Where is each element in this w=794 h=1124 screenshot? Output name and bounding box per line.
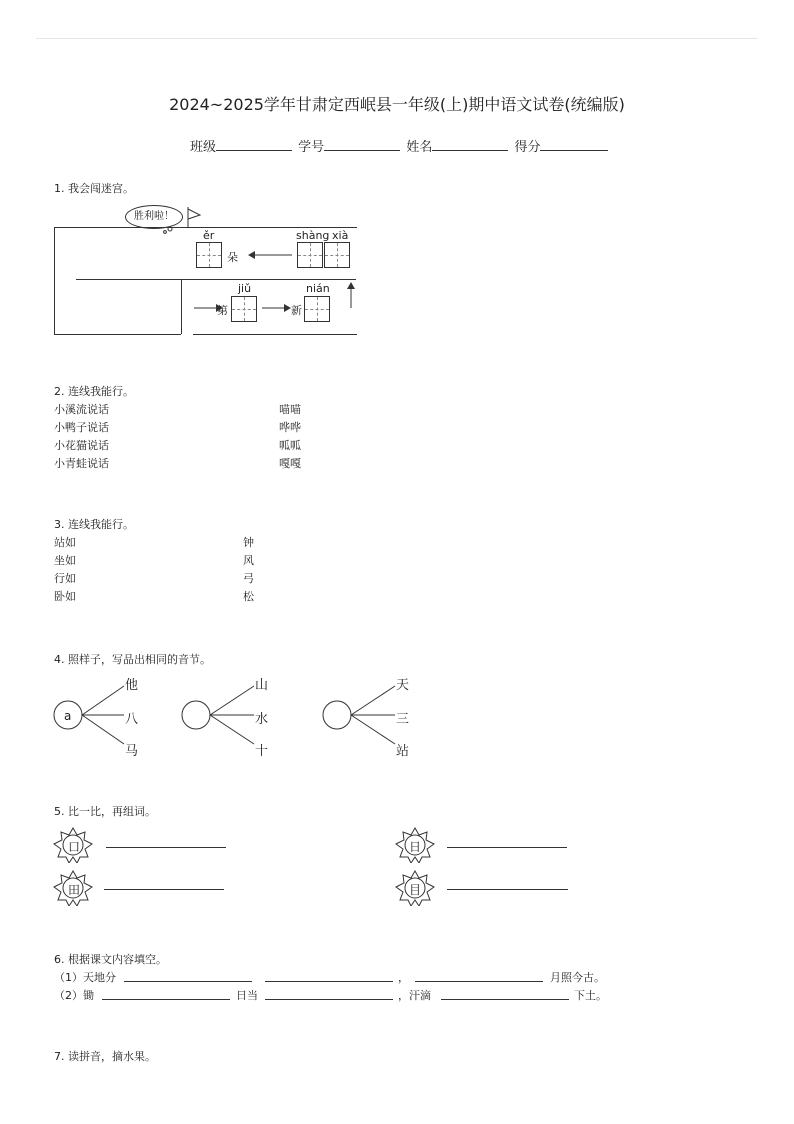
q7-heading: 7. 读拼音，摘水果。	[54, 1050, 156, 1063]
q6-heading: 6. 根据课文内容填空。	[54, 953, 167, 966]
q4-char: 马	[125, 744, 139, 759]
pinyin-er: ěr	[203, 229, 215, 242]
pinyin-nian: nián	[306, 282, 330, 295]
name-blank[interactable]	[432, 138, 508, 151]
q5-char: 目	[408, 883, 421, 897]
q4-char: 他	[125, 678, 139, 693]
q6-blank[interactable]	[124, 981, 252, 982]
name-label: 姓名	[406, 140, 433, 155]
q4-char: 三	[396, 712, 410, 727]
q4-char: 十	[255, 744, 269, 759]
char-xin: 新	[291, 304, 302, 317]
q3-left-item[interactable]: 卧如	[54, 590, 76, 603]
class-blank[interactable]	[216, 138, 292, 151]
maze-wall-top	[54, 227, 357, 228]
q5-char: 口	[67, 840, 80, 854]
q2-left-item[interactable]: 小鸭子说话	[54, 421, 109, 434]
q4-char: 山	[255, 678, 269, 693]
page-top-rule	[36, 38, 758, 39]
q6-blank[interactable]	[265, 999, 393, 1000]
maze-wall-bottom-right	[193, 334, 357, 335]
q6-line2-mid2: ，汗滴	[398, 989, 431, 1002]
q4-char: 天	[396, 678, 410, 693]
arrow-up-icon	[346, 282, 356, 308]
q1-heading: 1. 我会闯迷宫。	[54, 182, 134, 195]
q3-left-item[interactable]: 站如	[54, 536, 76, 549]
q6-line1-comma: ，	[398, 971, 409, 984]
page-title: 2024~2025学年甘肃定西岷县一年级(上)期中语文试卷(统编版)	[169, 95, 625, 114]
q3-right-item[interactable]: 钟	[243, 536, 254, 549]
tian-box-shang[interactable]	[297, 242, 323, 268]
q6-line2-end: 下土。	[574, 989, 607, 1002]
q3-left-item[interactable]: 坐如	[54, 554, 76, 567]
syllable-answer-circle[interactable]	[325, 701, 351, 727]
q2-right-item[interactable]: 呱呱	[279, 439, 301, 452]
q5-heading: 5. 比一比，再组词。	[54, 805, 156, 818]
maze-wall-bottom-left	[54, 334, 181, 335]
q3-left-item[interactable]: 行如	[54, 572, 76, 585]
q3-heading: 3. 连线我能行。	[54, 518, 134, 531]
q4-char: 站	[396, 744, 410, 759]
pinyin-xia: xià	[332, 229, 349, 242]
pinyin-shang: shàng	[296, 229, 330, 242]
arrow-right-icon	[262, 303, 292, 313]
q5-answer-blank[interactable]	[104, 889, 224, 890]
victory-bubble: 胜利啦！	[125, 205, 183, 229]
number-label: 学号	[298, 140, 325, 155]
tian-box-er[interactable]	[196, 242, 222, 268]
q2-right-item[interactable]: 哗哗	[279, 421, 301, 434]
q4-char: 八	[125, 712, 139, 727]
q2-heading: 2. 连线我能行。	[54, 385, 134, 398]
q6-blank[interactable]	[415, 981, 543, 982]
char-duo: 朵	[227, 251, 238, 264]
maze-wall-left	[54, 227, 55, 334]
q4-heading: 4. 照样子，写品出相同的音节。	[54, 653, 211, 666]
student-info-row	[190, 136, 610, 155]
q6-blank[interactable]	[102, 999, 230, 1000]
arrow-left-icon	[248, 250, 294, 260]
q5-answer-blank[interactable]	[447, 847, 567, 848]
q5-char: 日	[408, 840, 421, 854]
score-blank[interactable]	[540, 138, 608, 151]
q6-line2-label: （2）锄	[54, 989, 94, 1002]
tian-box-xia[interactable]	[324, 242, 350, 268]
example-syllable: a	[64, 709, 72, 723]
q3-right-item[interactable]: 松	[243, 590, 254, 603]
q5-answer-blank[interactable]	[447, 889, 568, 890]
q2-right-item[interactable]: 嘎嘎	[279, 457, 301, 470]
q5-answer-blank[interactable]	[106, 847, 226, 848]
syllable-answer-circle[interactable]	[184, 701, 210, 727]
q6-line2-mid1: 日当	[236, 989, 258, 1002]
q5-char: 田	[67, 883, 80, 897]
char-di: 第	[217, 304, 228, 317]
q6-blank[interactable]	[441, 999, 569, 1000]
q6-line1-end: 月照今古。	[550, 971, 605, 984]
syllable-diagram	[50, 668, 430, 760]
q6-line1-label: （1）天地分	[54, 971, 116, 984]
q2-left-item[interactable]: 小青蛙说话	[54, 457, 109, 470]
q6-blank[interactable]	[265, 981, 393, 982]
score-label: 得分	[514, 140, 541, 155]
q3-right-item[interactable]: 弓	[243, 572, 254, 585]
q3-right-item[interactable]: 风	[243, 554, 254, 567]
q4-char: 水	[255, 712, 269, 727]
maze-wall-inner	[181, 279, 182, 334]
tian-box-nian[interactable]	[304, 296, 330, 322]
q2-right-item[interactable]: 喵喵	[279, 403, 301, 416]
q2-left-item[interactable]: 小花猫说话	[54, 439, 109, 452]
pinyin-jiu: jiǔ	[238, 282, 252, 295]
tian-box-jiu[interactable]	[231, 296, 257, 322]
q2-left-item[interactable]: 小溪流说话	[54, 403, 109, 416]
number-blank[interactable]	[324, 138, 400, 151]
class-label: 班级	[190, 140, 217, 155]
maze-wall-middle	[76, 279, 356, 280]
